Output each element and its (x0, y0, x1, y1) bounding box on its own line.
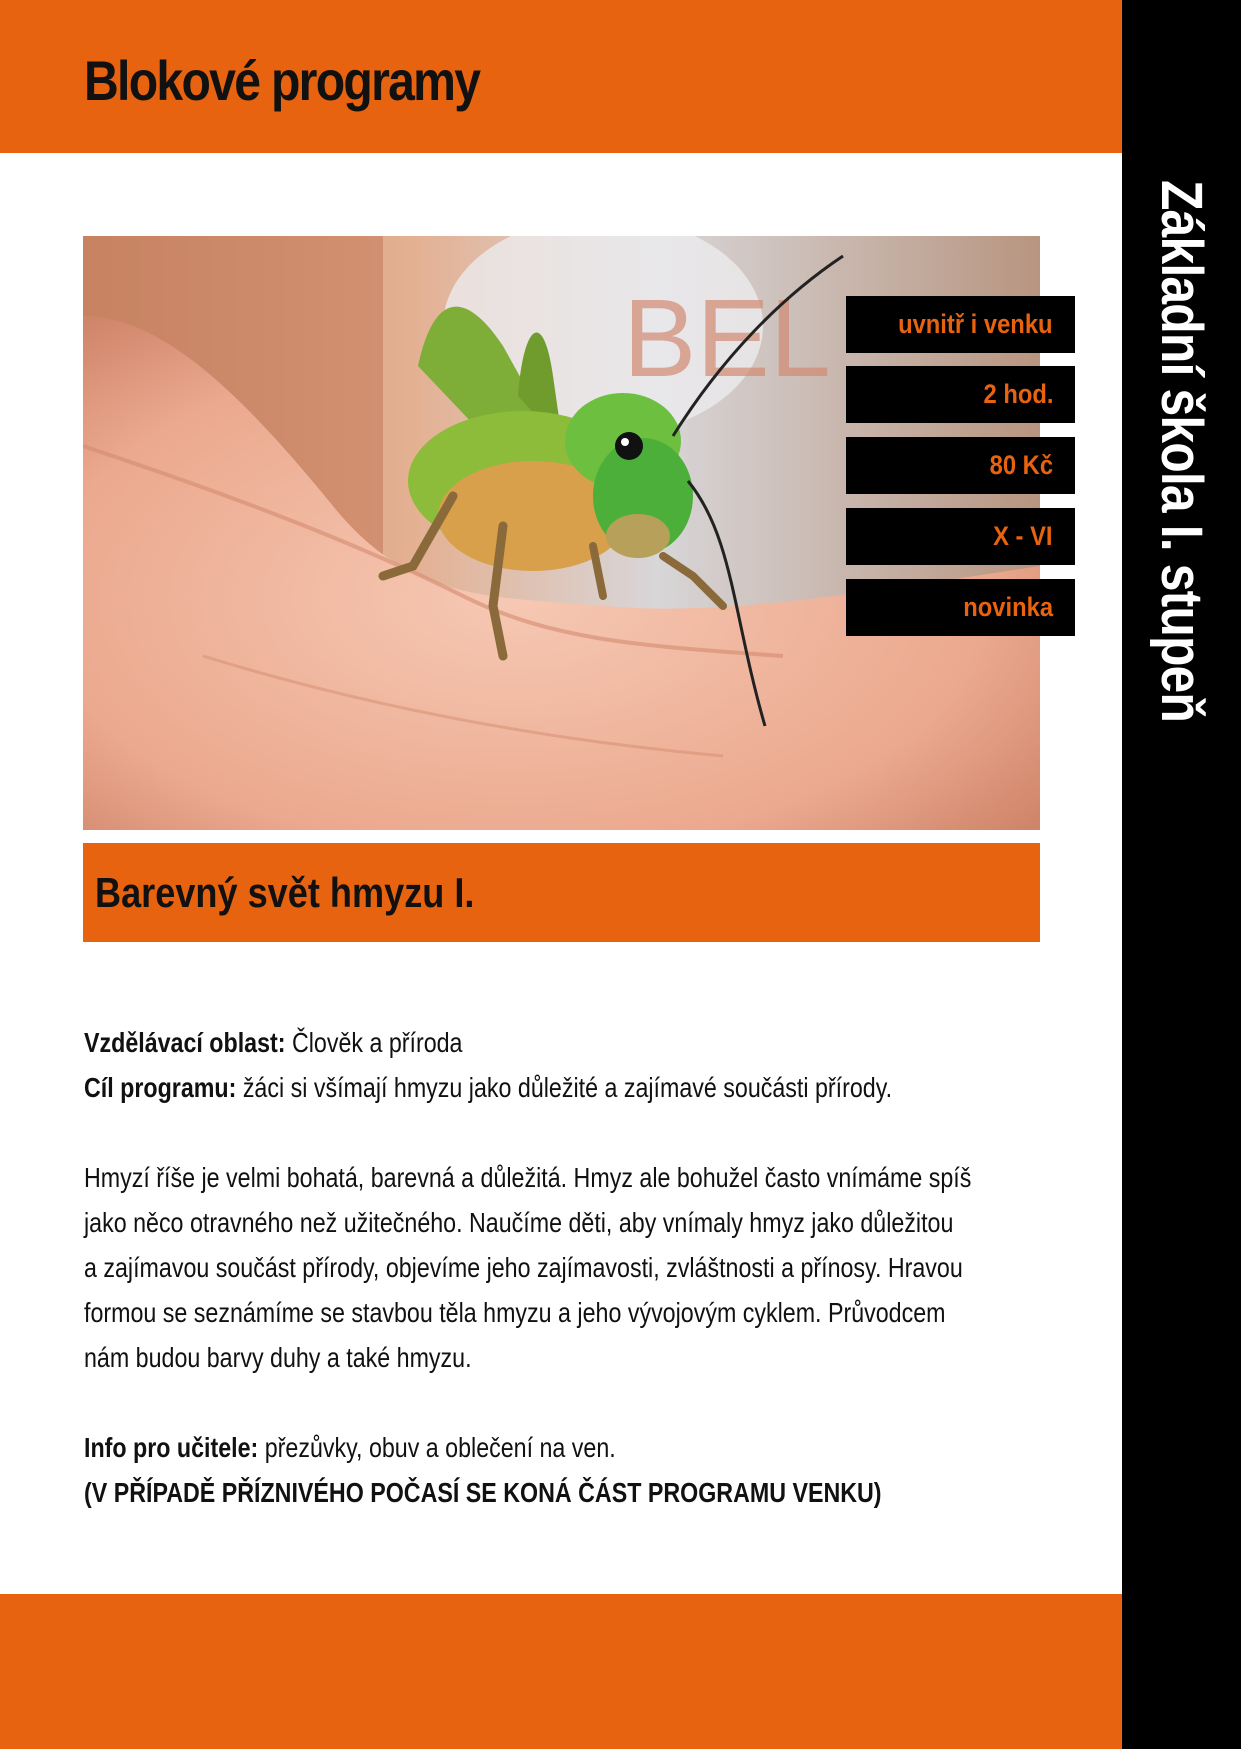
program-goal-value: žáci si všímají hmyzu jako důležité a zajímavé součásti přírody. (242, 1072, 893, 1103)
footer-band (0, 1594, 1122, 1749)
description-line-5: nám budou barvy duhy a také hmyzu. (84, 1342, 472, 1373)
svg-text:BEL: BEL (623, 277, 831, 400)
teacher-info-label: Info pro učitele: (84, 1432, 259, 1463)
teacher-info-line (84, 1425, 997, 1470)
education-area-line (84, 1020, 997, 1065)
weather-note: (V PŘÍPADĚ PŘÍZNIVÉHO POČASÍ SE KONÁ ČÁST PROGRAMU VENKU) (84, 1477, 882, 1508)
tag-months-label: X - VI (993, 521, 1053, 551)
program-title: Barevný svět hmyzu I. (95, 869, 475, 916)
education-area-label: Vzdělávací oblast: (84, 1027, 286, 1058)
sidebar-label: Základní škola I. stupeň (1149, 180, 1214, 723)
section-title: Blokové programy (84, 49, 480, 112)
tag-location (846, 296, 1075, 353)
tag-months (846, 508, 1075, 565)
program-goal-line (84, 1065, 997, 1110)
description-line-2: jako něco otravného než užitečného. Naučíme děti, aby vnímaly hmyz jako důležitou (84, 1207, 954, 1238)
description-line-4: formou se seznámíme se stavbou těla hmyzu a jeho vývojovým cyklem. Průvodcem (84, 1297, 946, 1328)
tag-price-label: 80 Kč (989, 450, 1053, 480)
tag-new-label: novinka (963, 592, 1053, 622)
education-area-value: Člověk a příroda (291, 1027, 463, 1058)
description-line-1: Hmyzí říše je velmi bohatá, barevná a důležitá. Hmyz ale bohužel často vnímáme spíš (84, 1162, 972, 1193)
tag-new (846, 579, 1075, 636)
tag-price (846, 437, 1075, 494)
description-line-3: a zajímavou součást přírody, objevíme jeho zajímavosti, zvláštnosti a přínosy. Hravou (84, 1252, 963, 1283)
header-band (0, 0, 1122, 153)
program-title-band (83, 843, 1040, 942)
tag-location-label: uvnitř i venku (898, 309, 1053, 339)
tag-duration-label: 2 hod. (983, 379, 1053, 409)
tag-duration (846, 366, 1075, 423)
teacher-info-value: přezůvky, obuv a oblečení na ven. (264, 1432, 616, 1463)
program-goal-label: Cíl programu: (84, 1072, 237, 1103)
